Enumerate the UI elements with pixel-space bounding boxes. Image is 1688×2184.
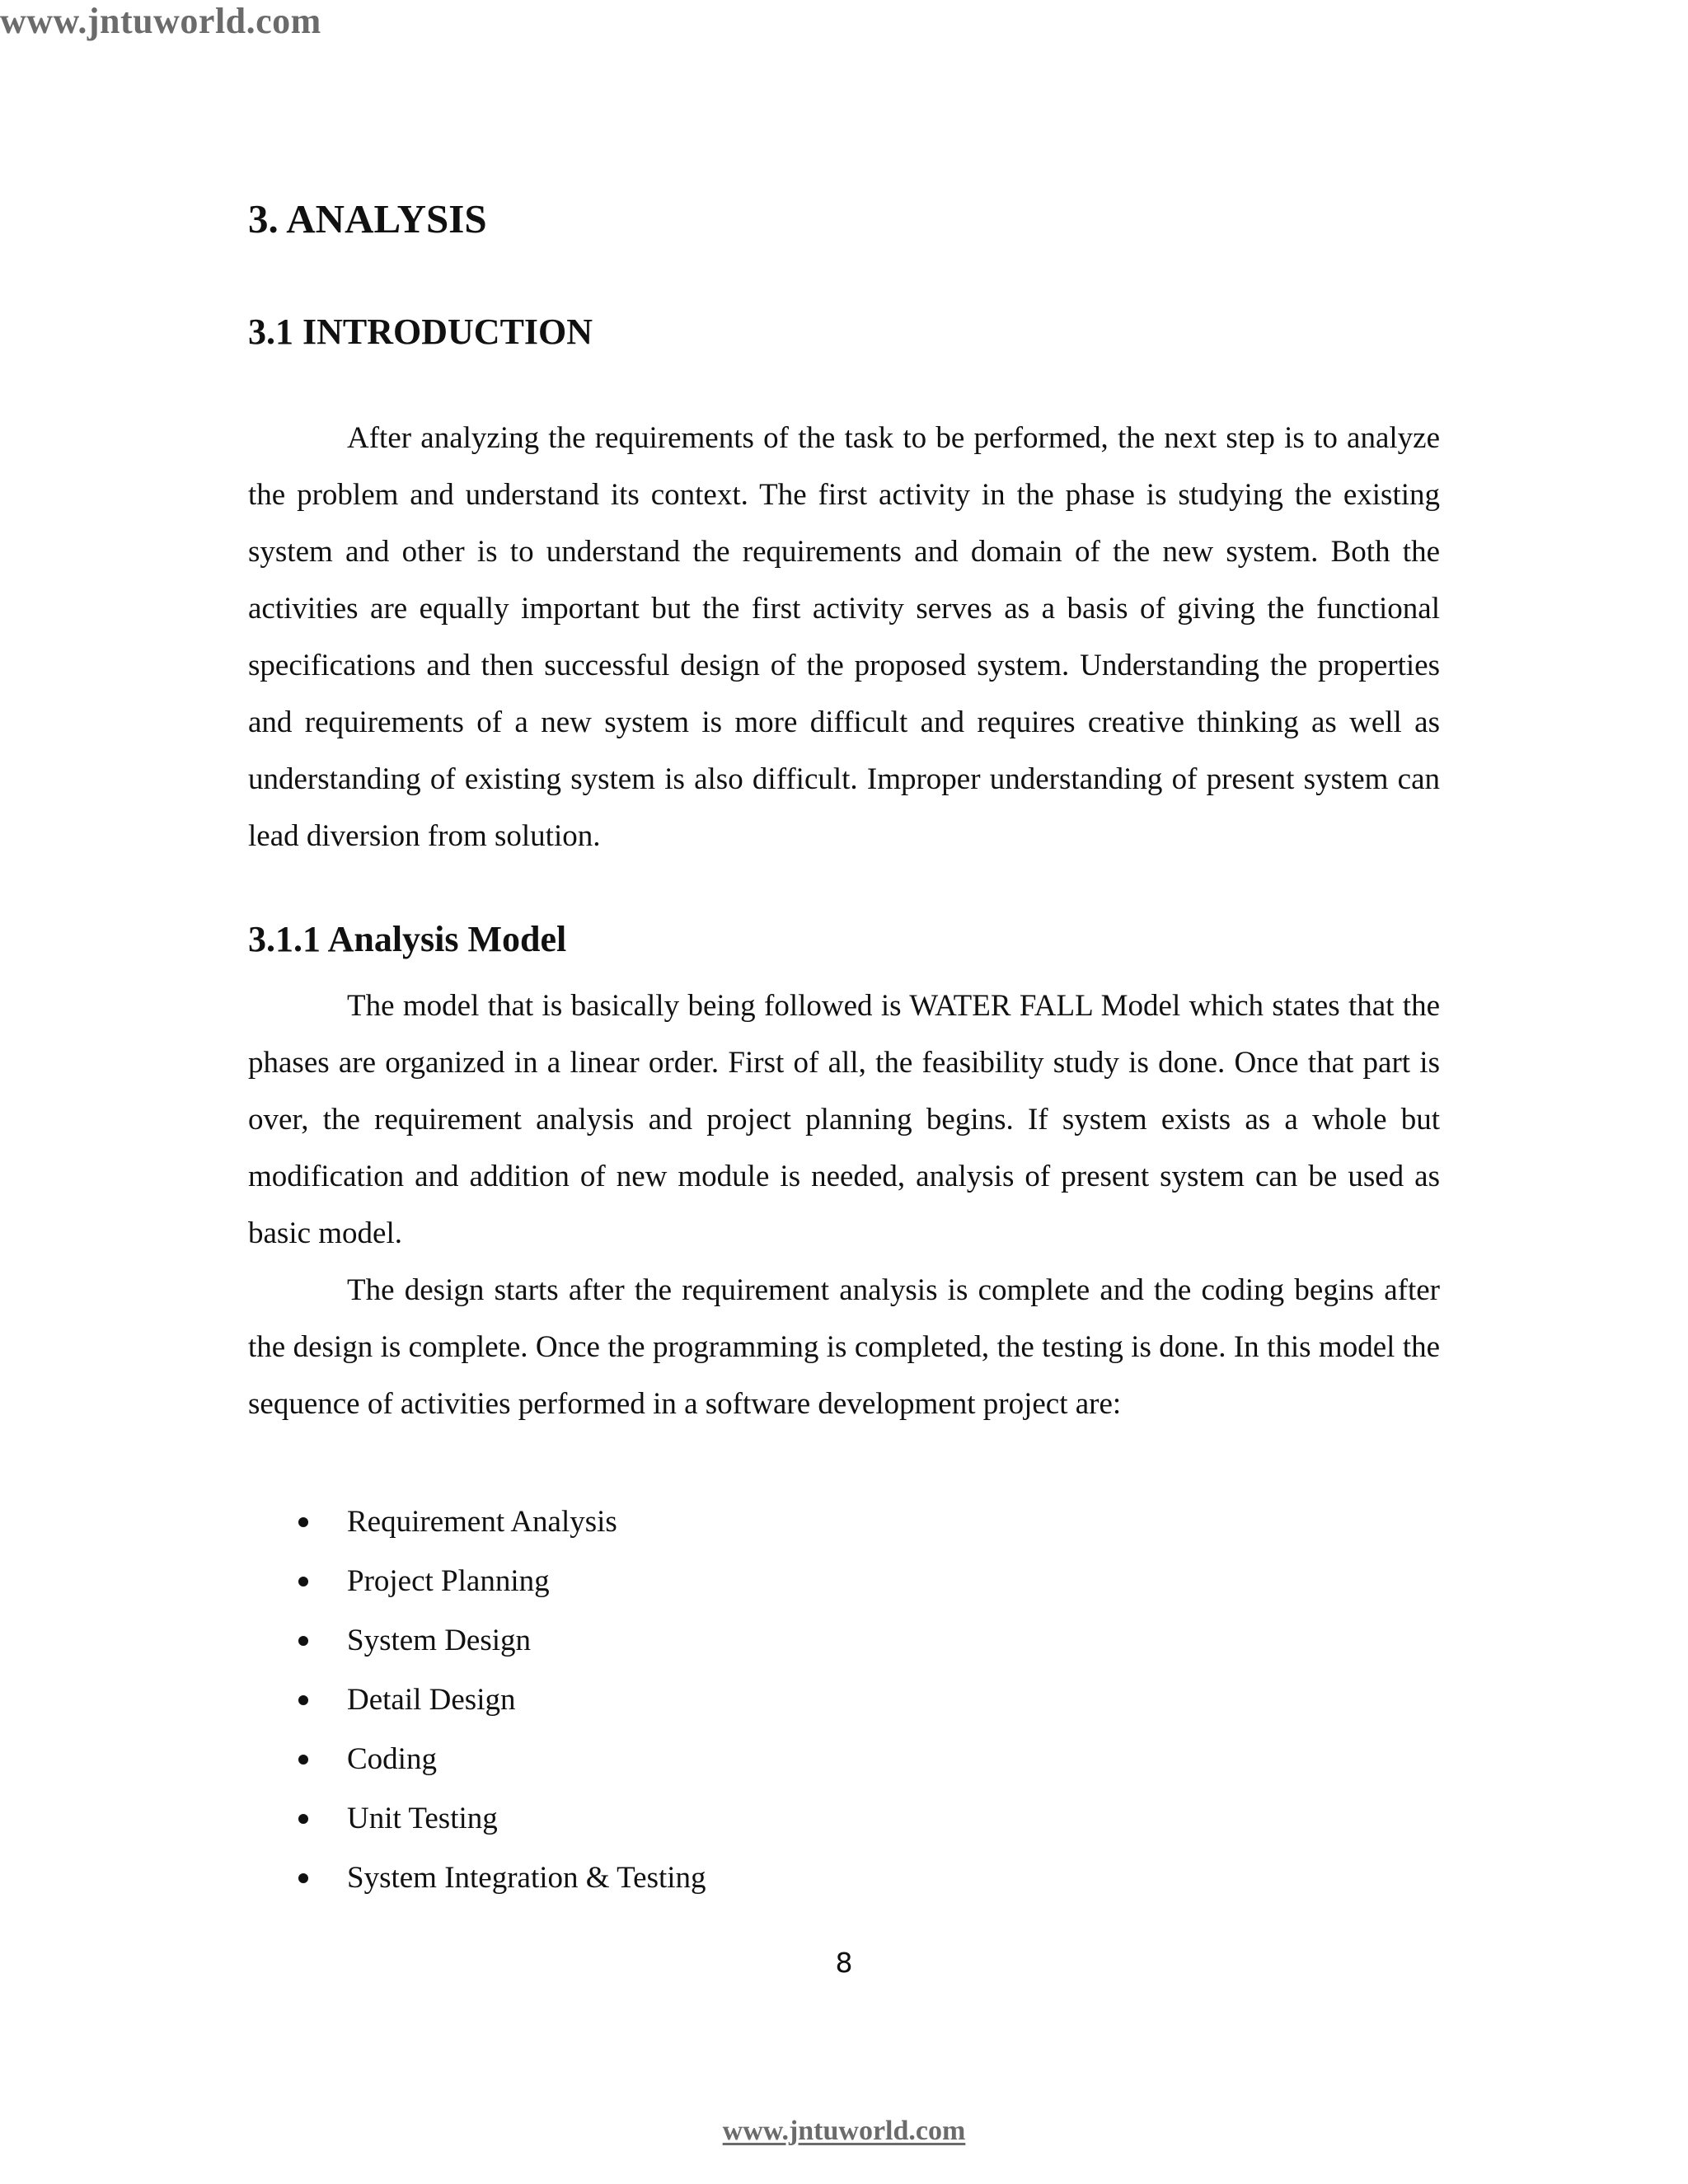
activities-list: [248, 1493, 1237, 1908]
list-item: [248, 1789, 1237, 1849]
page-number: 8: [835, 1947, 853, 1979]
bullet-icon: [298, 1814, 308, 1824]
list-item-label: Unit Testing: [347, 1802, 498, 1835]
bullet-icon: [298, 1695, 308, 1705]
list-item: [248, 1671, 1237, 1730]
header-watermark: www.jntuworld.com: [0, 1, 321, 41]
chapter-title: 3. ANALYSIS: [248, 196, 487, 241]
bullet-icon: [298, 1636, 308, 1646]
introduction-paragraph: After analyzing the requirements of the task to be performed, the next step is to analyze the problem and understand its context. The first activity in the phase is studying the existing system and other is to understand the requirements and domain of the new system. Both the activities are equally important but the first activity serves as a basis of giving the functional specifications and then successful design of the proposed system. Understanding the properties and requirements of a new system is more difficult and requires creative thinking as well as understanding of existing system is also difficult. Improper understanding of present system can lead diversion from solution.: [248, 421, 1440, 853]
bullet-icon: [298, 1873, 308, 1883]
design-sequence-paragraph: The design starts after the requirement analysis is complete and the coding begins after the design is complete. Once the programming is completed, the testing is done. In this model the sequence of activities performed in a software development project are:: [248, 1273, 1440, 1421]
bullet-icon: [298, 1517, 308, 1527]
bullet-icon: [298, 1577, 308, 1586]
list-item-label: Coding: [347, 1742, 437, 1776]
list-item-label: Requirement Analysis: [347, 1505, 617, 1539]
list-item: [248, 1730, 1237, 1789]
bullet-icon: [298, 1755, 308, 1765]
footer-watermark-text: www.jntuworld.com: [722, 2116, 966, 2146]
footer-watermark-link[interactable]: [0, 2115, 1688, 2148]
analysis-model-paragraph: The model that is basically being followed is WATER FALL Model which states that the phases are organized in a linear order. First of all, the feasibility study is done. Once that part is over, the requirement analysis and project planning begins. If system exists as a whole but modification and addition of new module is needed, analysis of present system can be used as basic model.: [248, 989, 1440, 1250]
list-item-label: System Integration & Testing: [347, 1861, 706, 1895]
list-item-label: Detail Design: [347, 1683, 516, 1717]
list-item: [248, 1611, 1237, 1671]
list-item: [248, 1552, 1237, 1611]
list-item: [248, 1493, 1237, 1552]
list-item-label: Project Planning: [347, 1564, 550, 1598]
subsection-title: 3.1.1 Analysis Model: [248, 919, 567, 959]
list-item: [248, 1849, 1237, 1908]
section-title: 3.1 INTRODUCTION: [248, 312, 593, 352]
list-item-label: System Design: [347, 1624, 532, 1657]
